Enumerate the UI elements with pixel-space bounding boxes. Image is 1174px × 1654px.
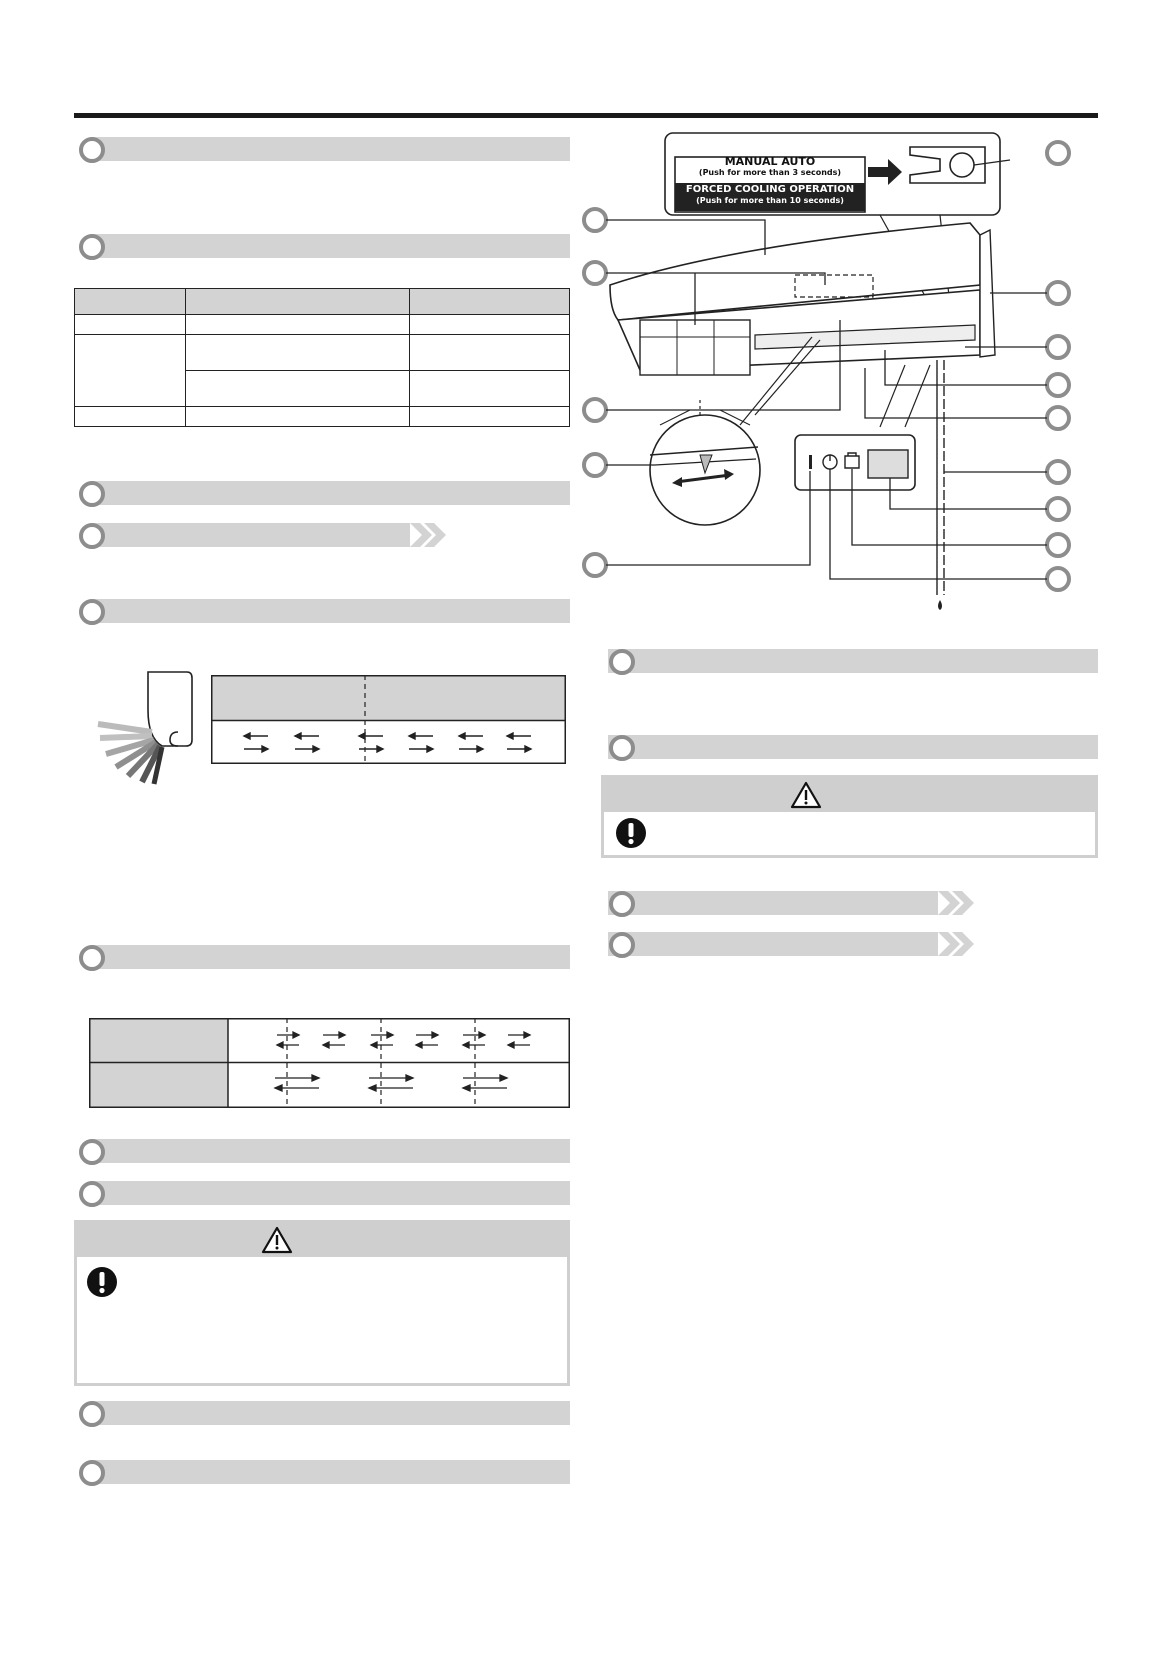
label-manual-auto-sub: (Push for more than 3 seconds) (698, 168, 842, 177)
warning-header (77, 1223, 567, 1257)
section-bullet-2 (79, 234, 105, 260)
spec-table (74, 288, 570, 427)
section-bar-4 (90, 523, 570, 547)
warning-box-right (601, 775, 1098, 858)
section-bullet-7 (79, 1139, 105, 1165)
section-bullet-4 (79, 523, 105, 549)
section-bar-1 (90, 137, 570, 161)
top-rule (74, 113, 1098, 118)
section-bar-5 (90, 599, 570, 623)
section-bar-10 (90, 1460, 570, 1484)
warning-triangle-icon (790, 781, 822, 809)
indoor-unit-diagram (580, 125, 1100, 645)
label-forced-cooling-sub: (Push for more than 10 seconds) (696, 196, 844, 205)
section-bar-r1 (608, 649, 1098, 673)
double-chevron-icon (938, 891, 998, 915)
section-bullet-3 (79, 481, 105, 507)
section-bar-6 (90, 945, 570, 969)
section-bar-3 (90, 481, 570, 505)
section-bullet-1 (79, 137, 105, 163)
warning-header-right (604, 778, 1095, 812)
section-bullet-5 (79, 599, 105, 625)
section-bar-8 (90, 1181, 570, 1205)
section-bar-9 (90, 1401, 570, 1425)
section-bullet-r3 (609, 891, 635, 917)
section-bullet-r1 (609, 649, 635, 675)
label-forced-cooling: FORCED COOLING OPERATION (685, 184, 855, 195)
exclamation-icon (87, 1267, 117, 1297)
horizontal-swing-table (89, 1018, 570, 1108)
warning-box-left (74, 1220, 570, 1386)
section-bullet-r2 (609, 735, 635, 761)
section-bullet-9 (79, 1401, 105, 1427)
section-bullet-8 (79, 1181, 105, 1207)
vertical-airflow-illustration (92, 670, 202, 785)
vertical-swing-table (211, 675, 566, 764)
section-bar-7 (90, 1139, 570, 1163)
section-bullet-6 (79, 945, 105, 971)
section-bar-r2 (608, 735, 1098, 759)
double-chevron-icon (410, 523, 470, 547)
exclamation-icon (616, 818, 646, 848)
double-chevron-icon (938, 932, 998, 956)
section-bullet-10 (79, 1460, 105, 1486)
label-manual-auto: MANUAL AUTO (724, 155, 816, 168)
section-bar-r4 (608, 932, 1098, 956)
section-bar-r3 (608, 891, 1098, 915)
warning-triangle-icon (261, 1226, 293, 1254)
section-bullet-r4 (609, 932, 635, 958)
section-bar-2 (90, 234, 570, 258)
